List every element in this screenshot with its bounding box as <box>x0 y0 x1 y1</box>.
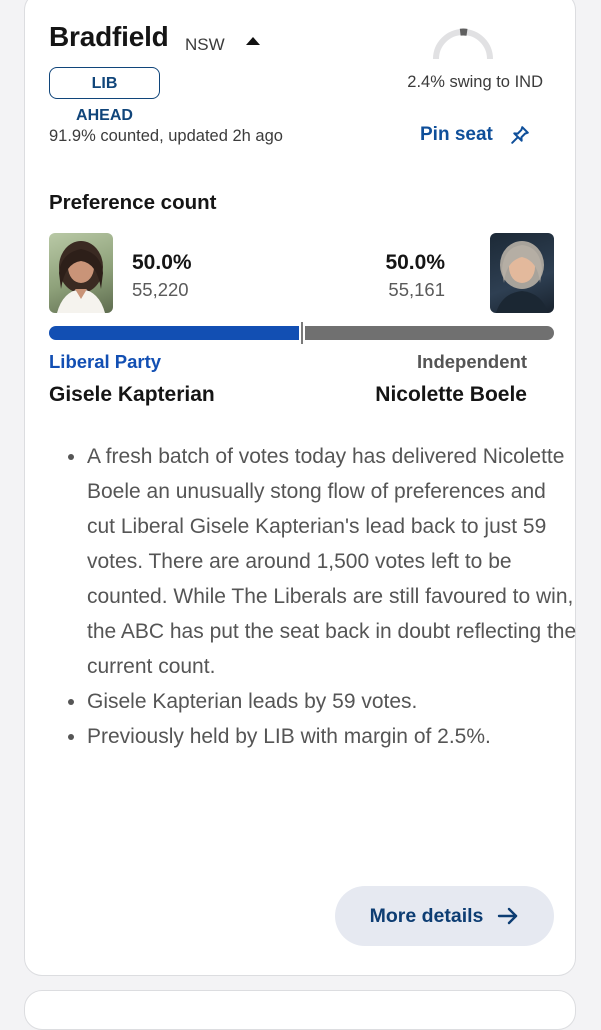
next-seat-card <box>24 990 576 1030</box>
right-candidate-party: Independent <box>417 351 527 372</box>
arrow-right-icon <box>497 907 519 925</box>
preference-bar <box>49 326 554 340</box>
left-candidate-votes: 55,220 <box>132 279 189 300</box>
bar-right-segment <box>305 326 555 340</box>
list-item: • Gisele Kapterian leads by 59 votes. <box>87 684 577 719</box>
left-candidate-percent: 50.0% <box>132 251 192 274</box>
pin-icon <box>509 124 531 146</box>
right-candidate-votes: 55,161 <box>388 279 445 300</box>
right-candidate-name: Nicolette Boele <box>375 383 527 406</box>
caret-up-icon <box>246 37 260 45</box>
pin-seat-button[interactable] <box>420 124 531 146</box>
left-candidate-name: Gisele Kapterian <box>49 383 215 406</box>
bar-midpoint-marker <box>301 322 303 344</box>
counted-status: 91.9% counted, updated 2h ago <box>49 127 283 145</box>
collapse-button[interactable] <box>243 31 263 51</box>
preference-count-title: Preference count <box>49 191 217 214</box>
swing-gauge-icon <box>431 27 495 61</box>
status-badge: LIB AHEAD <box>49 67 160 99</box>
seat-state: NSW <box>185 35 225 54</box>
swing-text: 2.4% swing to IND <box>407 73 543 91</box>
list-item: • A fresh batch of votes today has delivered Nicolette Boele an unusually stong flow of preferences and cut Liberal Gisele Kapterian's lead back to just 59 votes. There are around 1,500 votes left to be counted. While The Liberals are still favoured to win, the ABC has put the seat back in doubt reflecting the current count. <box>87 439 577 684</box>
pin-seat-label: Pin seat <box>420 124 493 145</box>
list-item: • Previously held by LIB with margin of 2.5%. <box>87 719 577 754</box>
more-details-button[interactable] <box>335 886 554 946</box>
more-details-label: More details <box>369 904 484 927</box>
seat-notes-list <box>65 439 577 754</box>
bar-left-segment <box>49 326 299 340</box>
candidate-photo-right <box>490 233 554 313</box>
right-candidate-percent: 50.0% <box>385 251 445 274</box>
candidate-photo-left <box>49 233 113 313</box>
seat-name: Bradfield <box>49 21 169 52</box>
seat-card <box>24 0 576 976</box>
left-candidate-party: Liberal Party <box>49 351 162 372</box>
